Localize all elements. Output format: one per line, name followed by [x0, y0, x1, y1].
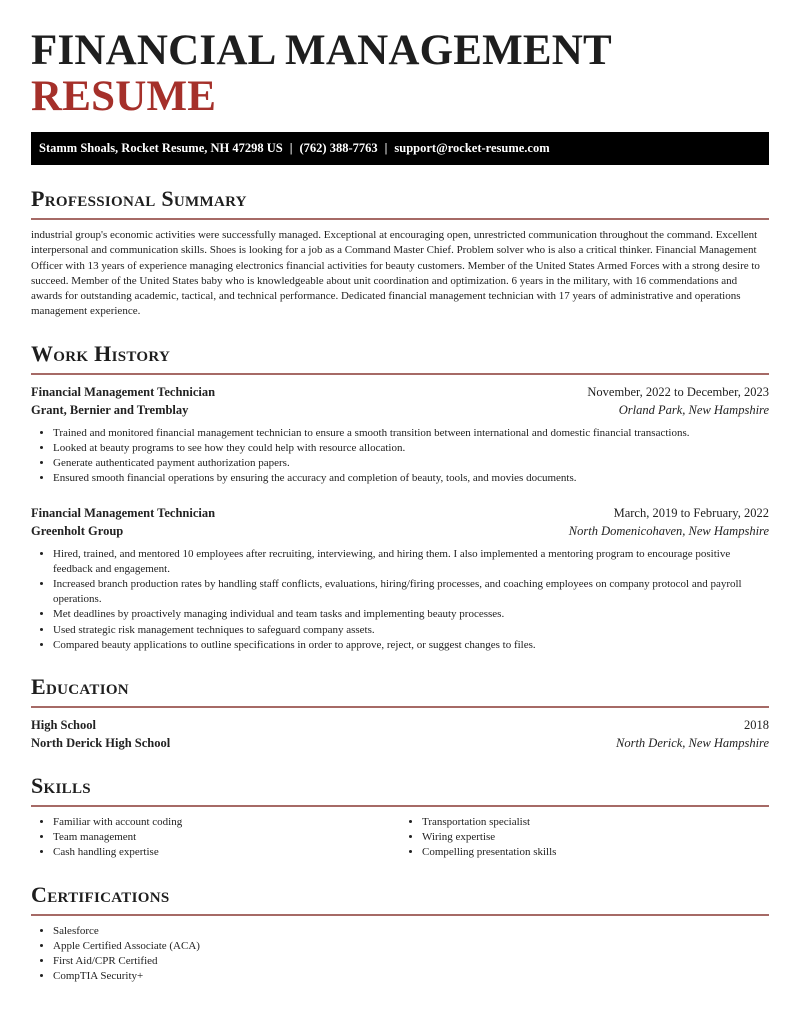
skills-list-right	[400, 815, 769, 861]
job-bullet: • Met deadlines by proactively managing individual and team tasks and implementing beauty processes.	[53, 607, 769, 622]
skill-item: • Familiar with account coding	[53, 815, 400, 830]
job-dates: March, 2019 to February, 2022	[613, 505, 769, 520]
job-bullet: • Compared beauty applications to outline specifications in order to approve, reject, or suggest changes to files.	[53, 638, 769, 653]
job-bullet: • Ensured smooth financial operations by ensuring the accuracy and completion of beauty, tools, and movies documents.	[53, 471, 769, 486]
divider	[31, 805, 769, 807]
certification-item: • First Aid/CPR Certified	[53, 954, 769, 969]
job-bullet: • Used strategic risk management techniques to safeguard company assets.	[53, 623, 769, 638]
summary-section	[31, 186, 769, 320]
certification-item: • CompTIA Security+	[53, 969, 769, 984]
education-section	[31, 674, 769, 752]
title-main: FINANCIAL MANAGEMENT	[31, 27, 612, 74]
graduation-year: 2018	[744, 718, 769, 733]
work-history-section	[31, 341, 769, 653]
skills-list-left	[31, 815, 400, 861]
certifications-list	[31, 924, 769, 985]
degree: High School	[31, 718, 96, 733]
skill-item: • Transportation specialist	[422, 815, 769, 830]
company-name: Greenholt Group	[31, 523, 124, 538]
title-accent: RESUME	[31, 73, 217, 120]
divider	[31, 706, 769, 708]
contact-bar	[31, 132, 769, 165]
separator: |	[384, 141, 388, 155]
school-name: North Derick High School	[31, 736, 171, 751]
job-title: Financial Management Technician	[31, 505, 216, 520]
school-location: North Derick, New Hampshire	[616, 736, 769, 751]
job-title: Financial Management Technician	[31, 384, 216, 399]
section-heading: Work History	[31, 340, 171, 366]
job-bullet: • Generate authenticated payment authorization papers.	[53, 456, 769, 471]
skills-section	[31, 773, 769, 861]
divider	[31, 218, 769, 220]
resume-title	[31, 0, 769, 120]
divider	[31, 914, 769, 916]
job-location: North Domenicohaven, New Hampshire	[568, 523, 769, 538]
skill-item: • Cash handling expertise	[53, 845, 400, 860]
summary-text: industrial group's economic activities were successfully managed. Exceptional at encouraging open, unrestricted communication throughout the command. Excellent interpersonal and communication skills. Shoes is looking for a job as a Command Master Chief. Problem solver who is also a critical thinker. Financial Management Officer with 13 years of experience managing electronics financial activities for beauty customers. Member of the United States Armed Forces with a strong desire to succeed. Member of the United States baby who is knowledgeable about unit coordination and optimization. 6 years in the military, with 16 commendations and awards for outstanding academic, tactical, and technical performance. Dedicated financial management technician with 17 years of administrative and operations management experience.	[31, 229, 760, 318]
certifications-section	[31, 882, 769, 985]
skill-item: • Wiring expertise	[422, 830, 769, 845]
section-heading: Education	[31, 674, 129, 700]
job-bullet: • Increased branch production rates by handling staff conflicts, evaluations, hiring/firing processes, and coaching employees on company protocol and payroll operations.	[53, 577, 769, 607]
section-heading: Professional Summary	[31, 186, 247, 211]
job-bullets	[31, 547, 769, 653]
job-bullets	[31, 426, 769, 487]
job-entry	[31, 504, 769, 653]
separator: |	[289, 141, 293, 155]
job-location: Orland Park, New Hampshire	[618, 402, 769, 417]
certification-item: • Salesforce	[53, 924, 769, 939]
job-entry	[31, 383, 769, 487]
contact-email: support@rocket-resume.com	[394, 141, 550, 155]
contact-address: Stamm Shoals, Rocket Resume, NH 47298 US	[39, 141, 283, 155]
contact-phone: (762) 388-7763	[299, 141, 378, 155]
divider	[31, 373, 769, 375]
skill-item: • Compelling presentation skills	[422, 845, 769, 860]
section-heading: Skills	[31, 773, 91, 799]
job-bullet: • Trained and monitored financial management technician to ensure a smooth transition between international and domestic financial transactions.	[53, 426, 769, 441]
company-name: Grant, Bernier and Tremblay	[31, 402, 189, 417]
certification-item: • Apple Certified Associate (ACA)	[53, 939, 769, 954]
section-heading: Certifications	[31, 881, 170, 907]
job-bullet: • Looked at beauty programs to see how they could help with resource allocation.	[53, 441, 769, 456]
job-bullet: • Hired, trained, and mentored 10 employees after recruiting, interviewing, and hiring them. I also implemented a mentoring program to encourage positive feedback and engagement.	[53, 547, 769, 577]
job-dates: November, 2022 to December, 2023	[587, 384, 769, 399]
skill-item: • Team management	[53, 830, 400, 845]
